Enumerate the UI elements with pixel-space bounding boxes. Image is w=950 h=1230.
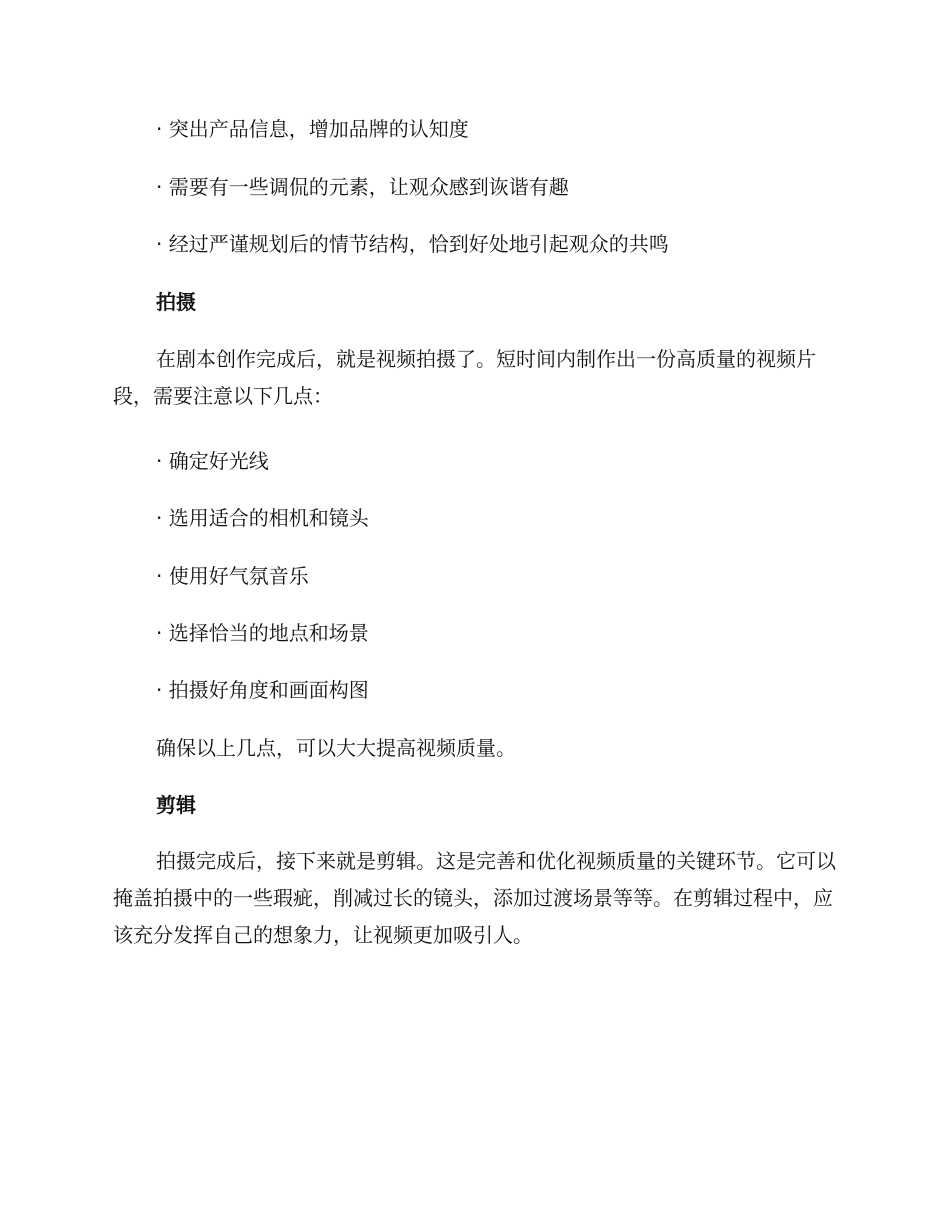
shooting-intro-paragraph: 在剧本创作完成后，就是视频拍摄了。短时间内制作出一份高质量的视频片段，需要注意以下几点： [113,347,816,408]
bullet-item: · 突出产品信息，增加品牌的认知度 [156,117,469,141]
bullet-item: · 选择恰当的地点和场景 [156,621,369,645]
bullet-item: · 使用好气氛音乐 [156,564,309,588]
bullet-item: · 经过严谨规划后的情节结构，恰到好处地引起观众的共鸣 [156,232,669,256]
bullet-item: · 选用适合的相机和镜头 [156,506,369,530]
section-heading-editing: 剪辑 [156,793,196,817]
section-heading-shooting: 拍摄 [156,290,196,314]
editing-paragraph: 拍摄完成后，接下来就是剪辑。这是完善和优化视频质量的关键环节。它可以掩盖拍摄中的一些瑕疵，削减过长的镜头，添加过渡场景等等。在剪辑过程中，应该充分发挥自己的想象力，让视频更加吸引人。 [113,849,836,947]
bullet-item: · 拍摄好角度和画面构图 [156,678,369,702]
bullet-item: · 需要有一些调侃的元素，让观众感到诙谐有趣 [156,175,569,199]
bullet-item: · 确定好光线 [156,449,269,473]
shooting-conclusion: 确保以上几点，可以大大提高视频质量。 [156,736,516,760]
